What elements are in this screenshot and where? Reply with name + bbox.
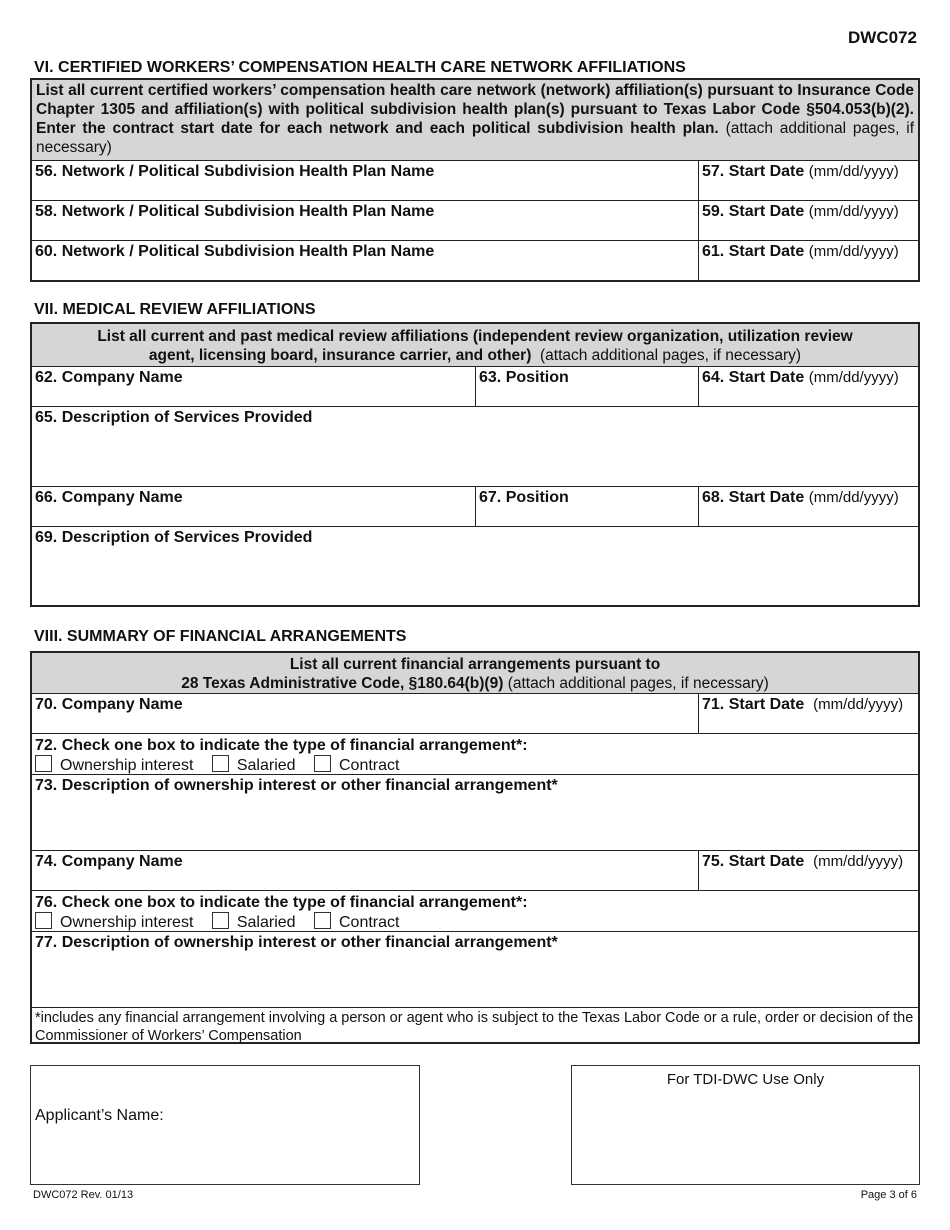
section-vi-instructions-note: (attach additional pages, if necessary) [36,120,915,156]
ownership-interest-checkbox[interactable]: Ownership interest [35,912,193,932]
start-date-field[interactable]: 68. Start Date (mm/dd/yyyy) [698,487,918,526]
services-description-field[interactable]: 69. Description of Services Provided [35,529,313,546]
company-name-field[interactable]: 62. Company Name [35,369,183,386]
salaried-checkbox[interactable]: Salaried [212,755,296,775]
ownership-interest-checkbox[interactable]: Ownership interest [35,755,193,775]
section-viii-table [30,651,920,1044]
section-vi-title: VI. CERTIFIED WORKERS’ COMPENSATION HEALTH CARE NETWORK AFFILIATIONS [34,59,686,76]
office-use-label: For TDI-DWC Use Only [666,1071,825,1088]
network-start-date-field[interactable]: 57. Start Date (mm/dd/yyyy) [698,161,918,200]
section-viii-title: VIII. SUMMARY OF FINANCIAL ARRANGEMENTS [34,628,407,645]
network-row [32,201,918,241]
form-code: DWC072 [848,28,917,47]
network-name-field[interactable]: 56. Network / Political Subdivision Health Plan Name [35,163,435,180]
section-vii-instructions: List all current and past medical review affiliations (independent review organization, utilization review agent, licensing board, insurance carrier, and other) (attach additional pages, if necessary) [32,324,918,367]
start-date-field[interactable]: 71. Start Date (mm/dd/yyyy) [698,694,918,733]
section-vi-instructions [32,80,918,161]
services-description-row [32,407,918,487]
network-start-date-field[interactable]: 61. Start Date (mm/dd/yyyy) [698,241,918,281]
section-vii-table [30,322,920,607]
position-field[interactable]: 63. Position [475,367,698,406]
medical-review-row [32,367,918,407]
section-vi-instructions-bold: List all current certified workers’ compensation health care network (network) affiliation(s) pursuant to Insurance Code Chapter 1305 and affiliation(s) with political subdivision health plan(s) pursuant to Texas Labor Code §504.053(b)(2). Enter the contract start date for each network and each political subdivision health plan. [36,82,914,137]
section-vii-title: VII. MEDICAL REVIEW AFFILIATIONS [34,301,316,318]
network-start-date-field[interactable]: 59. Start Date (mm/dd/yyyy) [698,201,918,240]
office-use-box [571,1065,920,1185]
footer-page-number: Page 3 of 6 [860,1189,917,1201]
arrangement-description-field[interactable]: 73. Description of ownership interest or other financial arrangement* [35,777,558,794]
arrangement-description-row [32,775,918,851]
footnote-row [32,1008,918,1044]
start-date-field[interactable]: 64. Start Date (mm/dd/yyyy) [698,367,918,406]
applicant-name-label: Applicant’s Name: [35,1107,164,1124]
position-field[interactable]: 67. Position [475,487,698,526]
financial-footnote: *includes any financial arrangement involving a person or agent who is subject to the Texas Labor Code or a rule, order or decision of the Commissioner of Workers’ Compensation [35,1010,914,1044]
footer-revision: DWC072 Rev. 01/13 [33,1189,134,1201]
applicant-name-box[interactable] [30,1065,420,1185]
network-row [32,241,918,281]
services-description-row [32,527,918,605]
financial-company-row [32,851,918,891]
start-date-field[interactable]: 75. Start Date (mm/dd/yyyy) [698,851,918,890]
network-name-field[interactable]: 60. Network / Political Subdivision Health Plan Name [35,243,435,260]
medical-review-row [32,487,918,527]
financial-company-row [32,694,918,734]
salaried-checkbox[interactable]: Salaried [212,912,296,932]
section-vi-table [30,78,920,282]
company-name-field[interactable]: 70. Company Name [35,696,183,713]
network-name-field[interactable]: 58. Network / Political Subdivision Health Plan Name [35,203,435,220]
services-description-field[interactable]: 65. Description of Services Provided [35,409,313,426]
company-name-field[interactable]: 66. Company Name [35,489,183,506]
contract-checkbox[interactable]: Contract [314,755,399,775]
section-viii-instructions: List all current financial arrangements pursuant to 28 Texas Administrative Code, §180.64(b)(9) (attach additional pages, if necessary) [32,653,918,694]
company-name-field[interactable]: 74. Company Name [35,853,183,870]
arrangement-type-group: 72. Check one box to indicate the type of financial arrangement*: Ownership interest Salaried Contract [35,737,528,774]
arrangement-description-field[interactable]: 77. Description of ownership interest or other financial arrangement* [35,934,558,951]
arrangement-description-row [32,932,918,1008]
arrangement-type-row [32,734,918,775]
arrangement-type-row [32,891,918,932]
contract-checkbox[interactable]: Contract [314,912,399,932]
network-row [32,161,918,201]
arrangement-type-group: 76. Check one box to indicate the type of financial arrangement*: Ownership interest Salaried Contract [35,894,528,931]
